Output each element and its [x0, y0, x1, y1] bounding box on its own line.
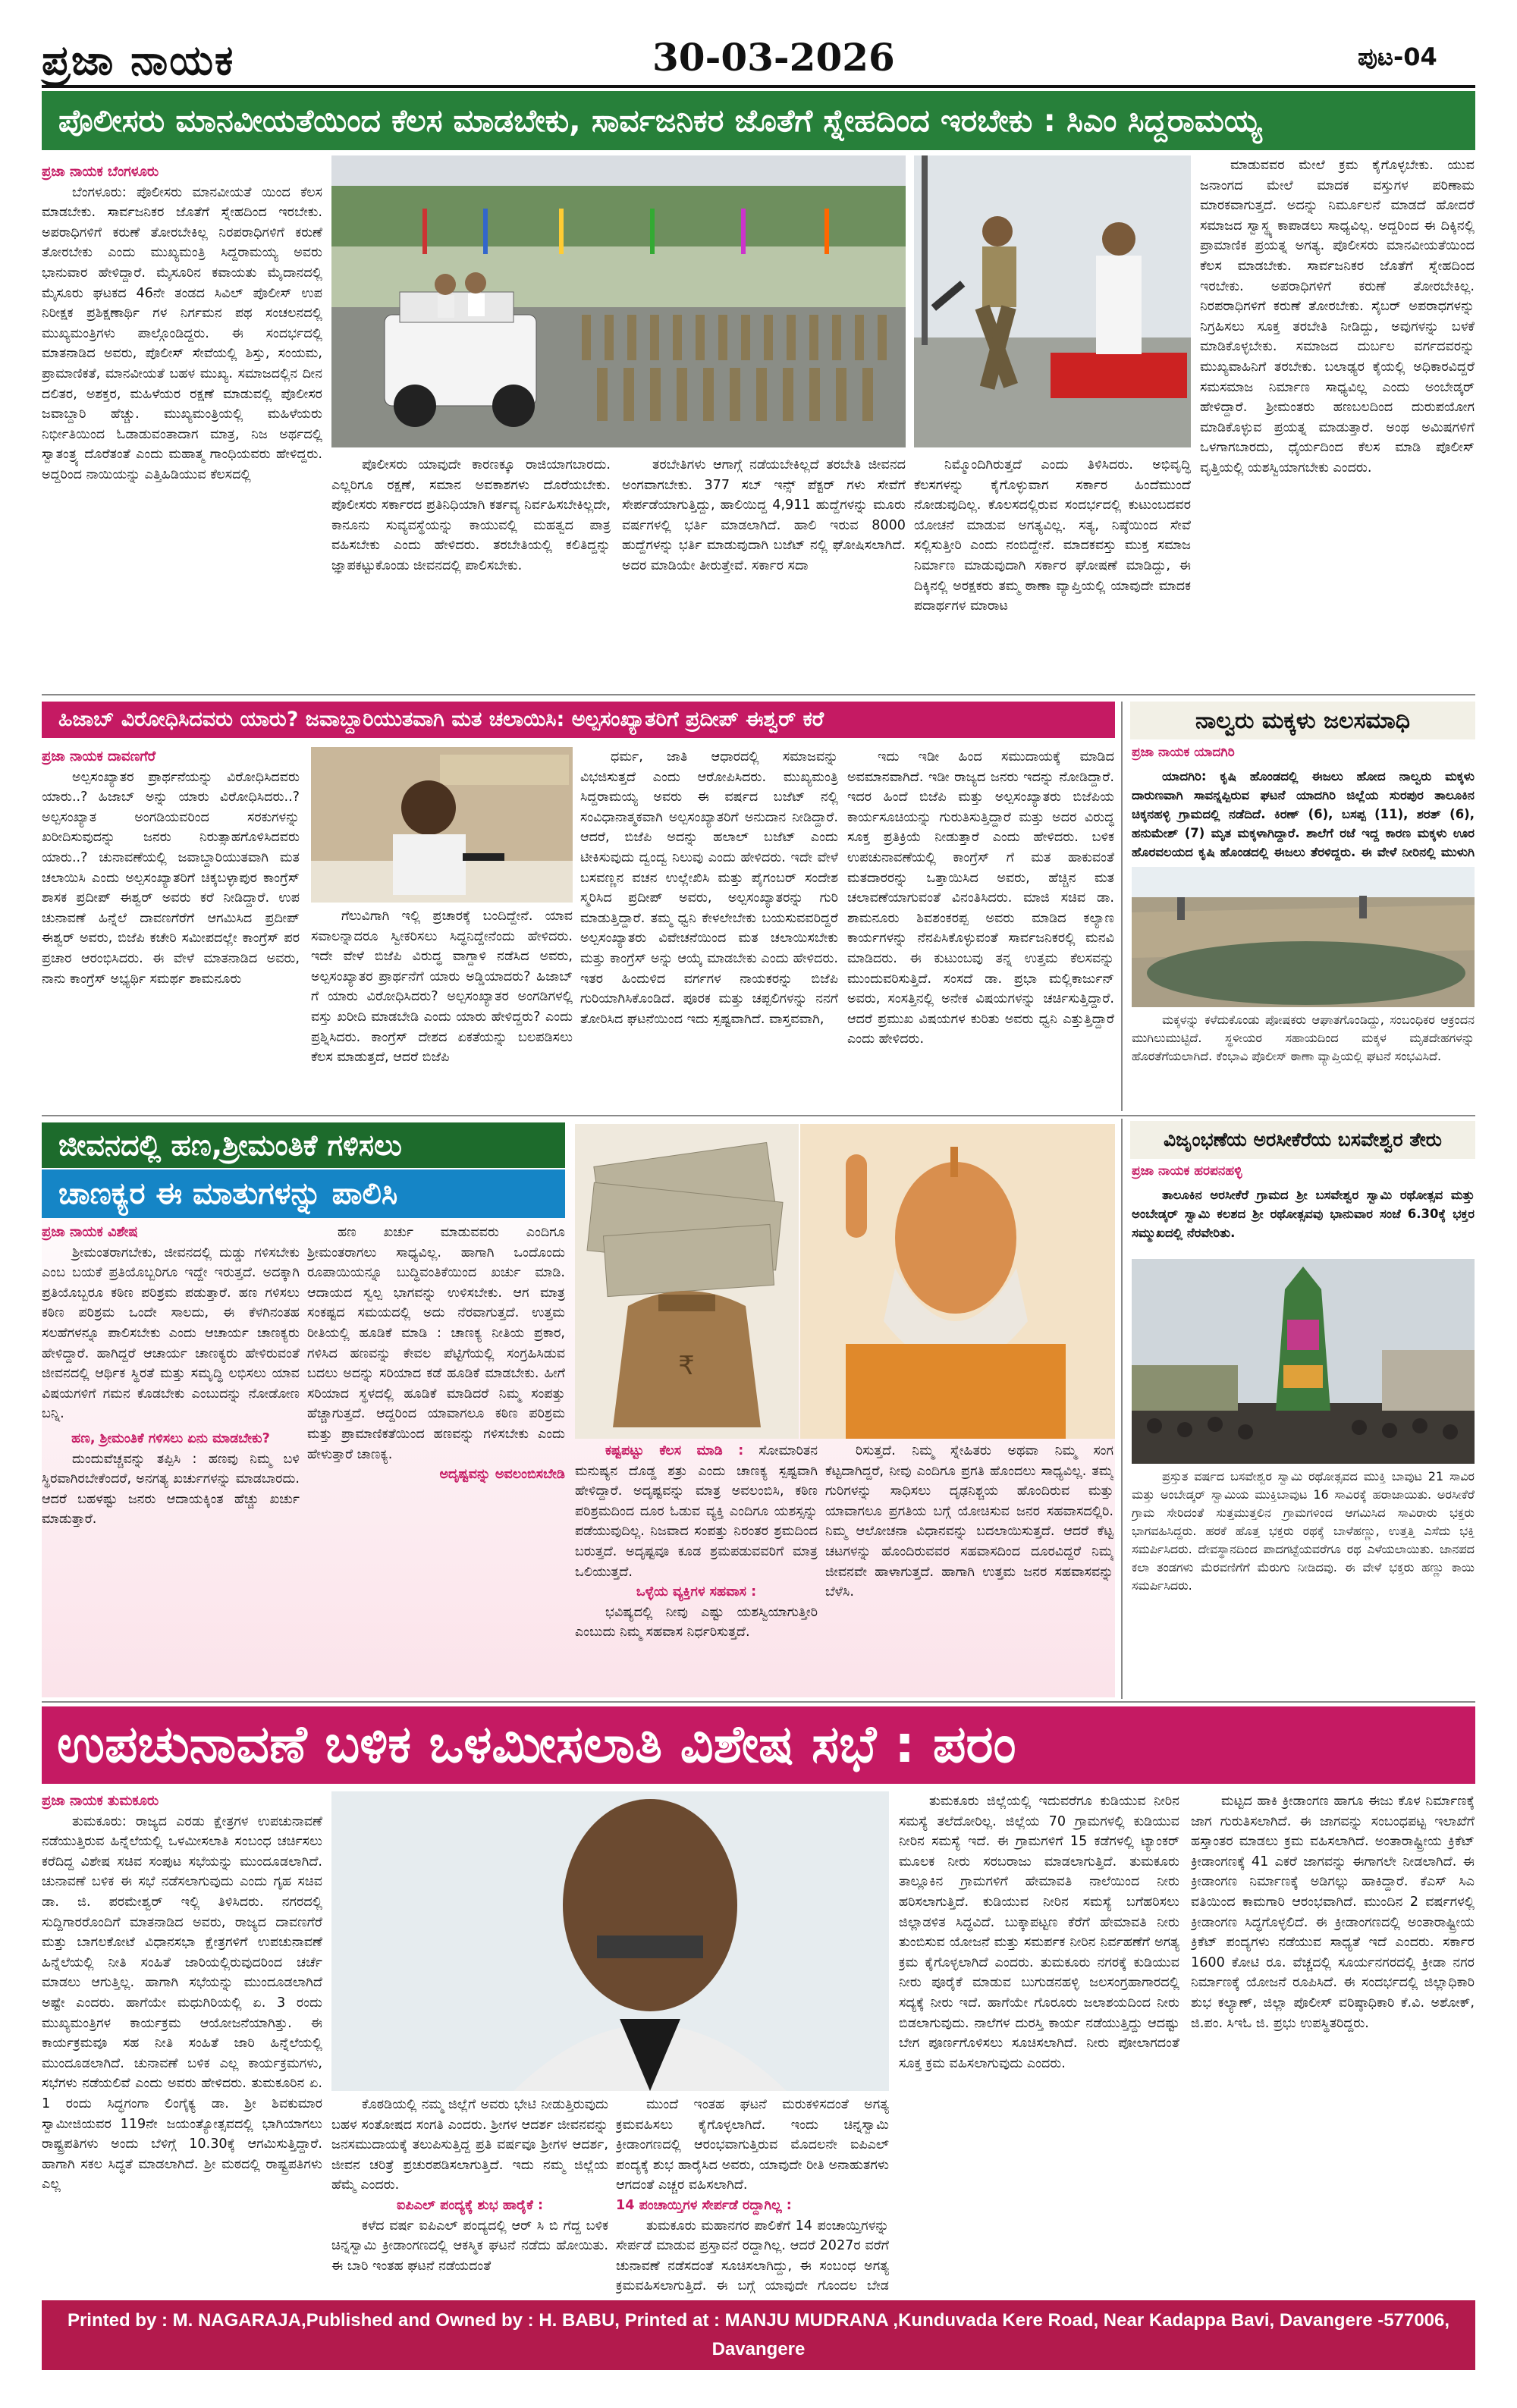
column-divider — [1121, 1119, 1123, 1699]
pradeep-eshwar-photo — [311, 747, 573, 903]
section-divider — [42, 694, 1475, 695]
story6-column-5 — [1191, 1791, 1475, 2296]
story1-text-3: ತರಬೇತಿಗಳು ಆಗಾಗ್ಗೆ ನಡೆಯಬೇಕಿಲ್ಲದೆ ತರಬೇತಿ ಜೀವನದ ಅಂಗವಾಗಬೇಕು. 377 ಸಬ್ ಇನ್ಸ್ ಪೆಕ್ಟರ್ ಗಳು ಸೇವೆಗೆ ಸೇರ್ಪಡೆಯಾಗುತ್ತಿದ್ದು, ಹಾಲಿಯಿದ್ದ 4,911 ಹುದ್ದೆಗಳನ್ನು ಮೂರು ವರ್ಷಗಳಲ್ಲಿ ಭರ್ತಿ ಮಾಡಲಾಗಿದೆ. ಹಾಲಿ ಇರುವ 8000 ಹುದ್ದೆಗಳನ್ನು ಭರ್ತಿ ಮಾಡುವುದಾಗಿ ಬಜೆಟ್ ನಲ್ಲಿ ಘೋಷಿಸಲಾಗಿದೆ. ಅದರ ಮಾಡಿಯೇ ತೀರುತ್ತೇವೆ. ಸರ್ಕಾರ ಸದಾ — [622, 457, 906, 573]
story6-column-3 — [616, 2095, 889, 2296]
story1-text-2: ಪೊಲೀಸರು ಯಾವುದೇ ಕಾರಣಕ್ಕೂ ರಾಜಿಯಾಗಬಾರದು. ಎಲ್ಲರಿಗೂ ರಕ್ಷಣೆ, ಸಮಾನ ಅವಕಾಶಗಳು ದೊರೆಯಬೇಕು. ಪೊಲೀಸರು ಸರ್ಕಾರದ ಪ್ರತಿನಿಧಿಯಾಗಿ ಕರ್ತವ್ಯ ನಿರ್ವಹಿಸಬೇಕಿಲ್ಲದೇ, ಕಾನೂನು ಸುವ್ಯವಸ್ಥೆಯನ್ನು ಕಾಯುವಲ್ಲಿ ಮಹತ್ವದ ಪಾತ್ರ ವಹಿಸಬೇಕು ಎಂದು ಹೇಳಿದರು. ತರಬೇತಿಯಲ್ಲಿ ಕಲಿತಿದ್ದನ್ನು ಜ್ಞಾಪಕಟ್ಟುಕೊಂಡು ಜೀವನದಲ್ಲಿ ಪಾಲಿಸಬೇಕು. — [331, 457, 611, 573]
story6-text-3b: ತುಮಕೂರು ಮಹಾನಗರ ಪಾಲಿಕೆಗೆ 14 ಪಂಚಾಯ್ತಿಗಳನ್ನು ಸೇರ್ಪಡೆ ಮಾಡುವ ಪ್ರಸ್ತಾವನೆ ರದ್ದಾಗಿಲ್ಲ. ಆದರೆ 2027ರ ವರೆಗೆ ಚುನಾವಣೆ ನಡೆಸದಂತೆ ಸೂಚಿಸಲಾಗಿದ್ದು, ಈ ಸಂಬಂಧ ಅಗತ್ಯ ಕ್ರಮವಹಿಸಲಾಗುತ್ತಿದೆ. ಈ ಬಗ್ಗೆ ಯಾವುದೇ ಗೊಂದಲ ಬೇಡ — [616, 2218, 889, 2294]
imprint-line-1: Printed by : M. NAGARAJA,Published and Owned by : H. BABU, Printed at : MANJU MUDRANA ,Kunduvada Kere Road, Near Kadappa Bavi, Davangere -577006, Davangere — [67, 2310, 1450, 2359]
story4-text-3-body: ಸೋಮಾರಿತನ ಮನುಷ್ಯನ ದೊಡ್ಡ ಶತ್ರು ಎಂದು ಚಾಣಕ್ಯ ಸ್ಪಷ್ಟವಾಗಿ ಹೇಳಿದ್ದಾರೆ. ಅದೃಷ್ಟವನ್ನು ಮಾತ್ರ ಅವಲಂಬಿಸಿ, ಕಠಿಣ ಪರಿಶ್ರಮದಿಂದ ದೂರ ಓಡುವ ವ್ಯಕ್ತಿ ಎಂದಿಗೂ ಯಶಸ್ಸನ್ನು ಪಡೆಯುವುದಿಲ್ಲ. ನಿಜವಾದ ಸಂಪತ್ತು ನಿರಂತರ ಶ್ರಮದಿಂದ ಬರುತ್ತದೆ. ಅದೃಷ್ಟವೂ ಕೂಡ ಶ್ರಮಪಡುವವರಿಗೆ ಮಾತ್ರ ಒಲಿಯುತ್ತದೆ. — [575, 1443, 818, 1580]
story5-text-1: ತಾಲೂಕಿನ ಅರಸೀಕೆರೆ ಗ್ರಾಮದ ಶ್ರೀ ಬಸವೇಶ್ವರ ಸ್ವಾಮಿ ರಥೋತ್ಸವ ಮತ್ತು ಅಂಬೇಡ್ಕರ್ ಸ್ವಾಮಿ ಕಲಶದ ಶ್ರೀ ರಥೋತ್ಸವವು ಭಾನುವಾರ ಸಂಜೆ 6.30ಕ್ಕೆ ಭಕ್ತರ ಸಮ್ಮುಖದಲ್ಲಿ ನೆರವೇರಿತು. — [1132, 1188, 1475, 1240]
story4-column-4 — [825, 1441, 1113, 1697]
story4-text-1b: ದುಂದುವೆಚ್ಚವನ್ನು ತಪ್ಪಿಸಿ : ಹಣವು ನಿಮ್ಮ ಬಳಿ ಸ್ಥಿರವಾಗಿರಬೇಕೆಂದರೆ, ಅನಗತ್ಯ ಖರ್ಚುಗಳನ್ನು ಮಾಡಬಾರದು. ಆದರೆ ಬಹಳಷ್ಟು ಜನರು ಆದಾಯಕ್ಕಿಂತ ಹೆಚ್ಚು ಖರ್ಚು ಮಾಡುತ್ತಾರೆ. — [42, 1451, 300, 1527]
story2-headline: ಹಿಜಾಬ್ ವಿರೋಧಿಸಿದವರು ಯಾರು? ಜವಾಬ್ದಾರಿಯುತವಾಗಿ ಮತ ಚಲಾಯಿಸಿ: ಅಲ್ಪಸಂಖ್ಯಾತರಿಗೆ ಪ್ರದೀಪ್ ಈಶ್ವರ್ ಕರೆ — [42, 702, 1115, 738]
farm-pond-photo — [1132, 867, 1475, 1007]
story1-column-5 — [1200, 155, 1475, 689]
story5-intro — [1132, 1162, 1475, 1257]
story3-headline: ನಾಲ್ವರು ಮಕ್ಕಳು ಜಲಸಮಾಧಿ — [1130, 702, 1475, 739]
masthead-rule — [42, 85, 1475, 88]
money-bag-photo — [575, 1124, 799, 1439]
story5-text-2: ಪ್ರಸ್ತುತ ವರ್ಷದ ಬಸವೇಶ್ವರ ಸ್ವಾಮಿ ರಥೋತ್ಸವದ ಮುಕ್ತಿ ಬಾವುಟ 21 ಸಾವಿರ ಮತ್ತು ಅಂಬೇಡ್ಕರ್ ಸ್ವಾಮಿಯ ಮುಕ್ತಿಬಾವುಟ 16 ಸಾವಿರಕ್ಕೆ ಹರಾಜಾಯಿತು. ಅರಸೀಕೆರೆ ಗ್ರಾಮ ಸೇರಿದಂತೆ ಸುತ್ತಮುತ್ತಲಿನ ಗ್ರಾಮಗಳಿಂದ ಆಗಮಿಸಿದ ಸಾವಿರಾರು ಭಕ್ತರು ಭಾಗವಹಿಸಿದ್ದರು. ಹರಕೆ ಹೊತ್ತ ಭಕ್ತರು ರಥಕ್ಕೆ ಬಾಳೆಹಣ್ಣು, ಉತ್ತತ್ತಿ ಎಸೆದು ಭಕ್ತಿ ಸಮರ್ಪಿಸಿದರು. ದೇವಸ್ಥಾನದಿಂದ ಪಾದಗಟ್ಟೆಯವರೆಗೂ ರಥ ಎಳೆಯಲಾಯಿತು. ಜಾನಪದ ಕಲಾ ತಂಡಗಳು ಮೆರವಣಿಗೆಗೆ ಮೆರುಗು ನೀಡಿದವು. ಈ ವೇಳೆ ಭಕ್ತರು ಹಣ್ಣು ಕಾಯಿ ಸಮರ್ಪಿಸಿದರು. — [1132, 1469, 1475, 1593]
story6-column-4 — [899, 1791, 1179, 2296]
page-number: ಪುಟ-04 — [1358, 42, 1437, 71]
story6-column-1 — [42, 1791, 322, 2296]
svg-text:₹: ₹ — [678, 1351, 695, 1381]
story5-body — [1132, 1468, 1475, 1697]
story2-column-3 — [580, 747, 838, 1110]
story4-column-3 — [575, 1441, 818, 1697]
story1-column-1 — [42, 162, 322, 689]
story1-text-4: ನಿಮ್ಮೊಂದಿಗಿರುತ್ತದೆ ಎಂದು ತಿಳಿಸಿದರು. ಅಭಿವೃದ್ಧಿ ಕೆಲಸಗಳನ್ನು ಕೈಗೊಳ್ಳುವಾಗ ಸರ್ಕಾರ ಹಿಂದೆಮುಂದೆ ನೋಡುವುದಿಲ್ಲ. ಕೊಲಸದಲ್ಲಿರುವ ಸಂದರ್ಭದಲ್ಲಿ ಕುಟುಂಬದವರ ಯೋಚನೆ ಮಾಡುವ ಅಗತ್ಯವಿಲ್ಲ. ಸತ್ಯ, ನಿಷ್ಠೆಯಿಂದ ಸೇವೆ ಸಲ್ಲಿಸುತ್ತೀರಿ ಎಂದು ನಂಬಿದ್ದೇನೆ. ಮಾದಕವಸ್ತು ಮುಕ್ತ ಸಮಾಜ ನಿರ್ಮಾಣ ಮಾಡುವುದಾಗಿ ಸರ್ಕಾರ ಘೋಷಣೆ ಮಾಡಿದ್ದು, ಈ ದಿಕ್ಕಿನಲ್ಲಿ ಅರಕ್ಷಕರು ತಮ್ಮ ಠಾಣಾ ವ್ಯಾಪ್ತಿಯಲ್ಲಿ ಯಾವುದೇ ಮಾದಕ ಪದಾರ್ಥಗಳ ಮಾರಾಟ — [914, 457, 1191, 614]
story1-headline: ಪೊಲೀಸರು ಮಾನವೀಯತೆಯಿಂದ ಕೆಲಸ ಮಾಡಬೇಕು, ಸಾರ್ವಜನಿಕರ ಜೊತೆಗೆ ಸ್ನೇಹದಿಂದ ಇರಬೇಕು : ಸಿಎಂ ಸಿದ್ದರಾಮಯ್ಯ — [42, 91, 1475, 150]
story4-text-3b: ಭವಿಷ್ಯದಲ್ಲಿ ನೀವು ಎಷ್ಟು ಯಶಸ್ವಿಯಾಗುತ್ತೀರಿ ಎಂಬುದು ನಿಮ್ಮ ಸಹವಾಸ ನಿರ್ಧರಿಸುತ್ತದೆ. — [575, 1604, 818, 1640]
story4-subhead-tail: ಅದೃಷ್ಟವನ್ನು ಅವಲಂಬಿಸಬೇಡಿ — [439, 1467, 565, 1483]
story2-column-2 — [311, 906, 573, 1110]
story6-text-5: ಮಟ್ಟದ ಹಾಕಿ ಕ್ರೀಡಾಂಗಣ ಹಾಗೂ ಈಜು ಕೊಳ ನಿರ್ಮಾಣಕ್ಕೆ ಜಾಗ ಗುರುತಿಸಲಾಗಿದೆ. ಈ ಜಾಗವನ್ನು ಸಂಬಂಧಪಟ್ಟ ಇಲಾಖೆಗೆ ಹಸ್ತಾಂತರ ಮಾಡಲು ಕ್ರಮ ವಹಿಸಲಾಗಿದೆ. ಅಂತಾರಾಷ್ಟ್ರೀಯ ಕ್ರಿಕೆಟ್ ಕ್ರೀಡಾಂಗಣಕ್ಕೆ 41 ಎಕರೆ ಜಾಗವನ್ನು ಈಗಾಗಲೇ ನೀಡಲಾಗಿದೆ. ಈ ಕ್ರೀಡಾಂಗಣ ನಿರ್ಮಾಣಕ್ಕೆ ಅಡಿಗಲ್ಲು ಹಾಕಿದ್ದಾರೆ. ಕೆಎಸ್ ಸಿಎ ವತಿಯಿಂದ ಕಾಮಗಾರಿ ಆರಂಭವಾಗಿದೆ. ಮುಂದಿನ 2 ವರ್ಷಗಳಲ್ಲಿ ಕ್ರೀಡಾಂಗಣ ಸಿದ್ಧಗೊಳ್ಳಲಿದೆ. ಈ ಕ್ರೀಡಾಂಗಣದಲ್ಲಿ ಅಂತಾರಾಷ್ಟ್ರೀಯ ಕ್ರಿಕೆಟ್ ಪಂದ್ಯಗಳು ನಡೆಯುವ ಸಾಧ್ಯತೆ ಇದೆ ಎಂದರು. ಸರ್ಕಾರ 1600 ಕೋಟಿ ರೂ. ವೆಚ್ಚದಲ್ಲಿ ಸೂರ್ಯನಗರದಲ್ಲಿ ಕ್ರೀಡಾ ನಗರ ನಿರ್ಮಾಣಕ್ಕೆ ಯೋಜನೆ ರೂಪಿಸಿದೆ. ಈ ಸಂದರ್ಭದಲ್ಲಿ ಜಿಲ್ಲಾಧಿಕಾರಿ ಶುಭ ಕಲ್ಯಾಣ್, ಜಿಲ್ಲಾ ಪೊಲೀಸ್ ವರಿಷ್ಠಾಧಿಕಾರಿ ಕೆ.ವಿ. ಅಶೋಕ್, ಜಿ.ಪಂ. ಸಿಇಓ ಜಿ. ಪ್ರಭು ಉಪಸ್ಥಿತರಿದ್ದರು. — [1191, 1794, 1475, 2031]
story6-text-4: ತುಮಕೂರು ಜಿಲ್ಲೆಯಲ್ಲಿ ಇದುವರೆಗೂ ಕುಡಿಯುವ ನೀರಿನ ಸಮಸ್ಯೆ ತಲೆದೋರಿಲ್ಲ. ಜಿಲ್ಲೆಯ 70 ಗ್ರಾಮಗಳಲ್ಲಿ ಕುಡಿಯುವ ನೀರಿನ ಸಮಸ್ಯೆ ಇದೆ. ಈ ಗ್ರಾಮಗಳಿಗೆ 15 ಕಡೆಗಳಲ್ಲಿ ಟ್ಯಾಂಕರ್ ಮೂಲಕ ನೀರು ಸರಬರಾಜು ಮಾಡಲಾಗುತ್ತಿದೆ. ತುಮಕೂರು ತಾಲ್ಲೂಕಿನ ಗ್ರಾಮಗಳಿಗೆ ಹೇಮಾವತಿ ನಾಲೆಯಿಂದ ನೀರು ಹರಿಸಲಾಗುತ್ತಿದೆ. ಕುಡಿಯುವ ನೀರಿನ ಸಮಸ್ಯೆ ಬಗೆಹರಿಸಲು ಜಿಲ್ಲಾಡಳಿತ ಸಿದ್ಧವಿದೆ. ಬುಕ್ಕಾಪಟ್ಟಣ ಕೆರೆಗೆ ಹೇಮಾವತಿ ನೀರು ತುಂಬಿಸುವ ಯೋಜನೆ ಮತ್ತು ಸಮರ್ಪಕ ನೀರಿನ ನಿರ್ವಹಣೆಗೆ ಅಗತ್ಯ ಕ್ರಮ ಕೈಗೊಳ್ಳಲಾಗಿದೆ ಎಂದರು. ತುಮಕೂರು ನಗರಕ್ಕೆ ಕುಡಿಯುವ ನೀರು ಪೂರೈಕೆ ಮಾಡುವ ಬುಗುಡನಹಳ್ಳಿ ಜಲಸಂಗ್ರಹಾಗಾರದಲ್ಲಿ ಸದ್ಯಕ್ಕೆ ನೀರು ಇದೆ. ಹಾಗೆಯೇ ಗೊರೂರು ಜಲಾಶಯದಿಂದ ನೀರು ಬಿಡಲಾಗುವುದು. ನಾಲೆಗಳ ದುರಸ್ತಿ ಕಾರ್ಯ ನಡೆಯುತ್ತಿದ್ದು ಆದಷ್ಟು ಬೇಗ ಪೂರ್ಣಗೊಳಿಸಲು ಸೂಚಿಸಲಾಗಿದೆ. ನೀರು ಪೋಲಾಗದಂತೆ ಸೂಕ್ತ ಕ್ರಮ ವಹಿಸಲಾಗುವುದು ಎಂದರು. — [899, 1794, 1179, 2071]
story4-text-2: ಹಣ ಖರ್ಚು ಮಾಡುವವರು ಎಂದಿಗೂ ಶ್ರೀಮಂತರಾಗಲು ಸಾಧ್ಯವಿಲ್ಲ. ಹಾಗಾಗಿ ಒಂದೊಂದು ರೂಪಾಯಿಯನ್ನೂ ಬುದ್ಧಿವಂತಿಕೆಯಿಂದ ಖರ್ಚು ಮಾಡಿ. ಆದಾಯದ ಸ್ವಲ್ಪ ಭಾಗವನ್ನು ಉಳಿಸಬೇಕು. ಆಗ ಮಾತ್ರ ಸಂಕಷ್ಟದ ಸಮಯದಲ್ಲಿ ಅದು ನೆರವಾಗುತ್ತದೆ. ಉತ್ತಮ ರೀತಿಯಲ್ಲಿ ಹೂಡಿಕೆ ಮಾಡಿ : ಚಾಣಕ್ಯ ನೀತಿಯ ಪ್ರಕಾರ, ಗಳಿಸಿದ ಹಣವನ್ನು ಕೇವಲ ಪೆಟ್ಟಿಗೆಯಲ್ಲಿ ಸಂಗ್ರಹಿಸಿಡುವ ಬದಲು ಅದನ್ನು ಸರಿಯಾದ ಕಡೆ ಹೂಡಿಕೆ ಮಾಡಬೇಕು. ಹೀಗೆ ಸರಿಯಾದ ಸ್ಥಳದಲ್ಲಿ ಹೂಡಿಕೆ ಮಾಡಿದರೆ ನಿಮ್ಮ ಸಂಪತ್ತು ಹೆಚ್ಚಾಗುತ್ತದೆ. ಆದ್ದರಿಂದ ಯಾವಾಗಲೂ ಕಠಿಣ ಪರಿಶ್ರಮ ಮತ್ತು ಪ್ರಾಮಾಣಿಕತೆಯಿಂದ ಹಣವನ್ನು ಗಳಿಸಬೇಕು ಎಂದು ಹೇಳುತ್ತಾರೆ ಚಾಣಕ್ಯ. — [307, 1225, 565, 1462]
story4-subhead-3: ಒಳ್ಳೆಯ ವ್ಯಕ್ತಿಗಳ ಸಹವಾಸ : — [636, 1584, 757, 1600]
imprint-line-2: Dist, Karnataka Published at : At No .89, Marenahalli 577528, Jagalur Town, Davangere Dist, Karnataka. Editor : H. BABU. — [237, 2368, 1280, 2388]
story4-headline-1: ಜೀವನದಲ್ಲಿ ಹಣ,ಶ್ರೀಮಂತಿಕೆ ಗಳಿಸಲು — [42, 1122, 565, 1168]
story5-byline: ಪ್ರಜಾ ನಾಯಕ ಹರಪನಹಳ್ಳಿ — [1132, 1163, 1242, 1179]
chanakya-portrait — [800, 1124, 1115, 1439]
column-divider — [1121, 702, 1123, 1111]
parade-photo — [331, 155, 906, 447]
story6-text-2b: ಕಳೆದ ವರ್ಷ ಐಪಿಎಲ್ ಪಂದ್ಯದಲ್ಲಿ ಆರ್ ಸಿ ಬಿ ಗೆದ್ದ ಬಳಿಕ ಚಿನ್ನಸ್ವಾಮಿ ಕ್ರೀಡಾಂಗಣದಲ್ಲಿ ಆಕಸ್ಮಿಕ ಘಟನೆ ನಡೆದು ಹೋಯಿತು. ಈ ಬಾರಿ ಇಂತಹ ಘಟನೆ ನಡೆಯದಂತೆ — [331, 2218, 608, 2274]
story1-column-4 — [914, 455, 1191, 689]
story3-text-1: ಯಾದಗಿರಿ: ಕೃಷಿ ಹೊಂಡದಲ್ಲಿ ಈಜಲು ಹೋದ ನಾಲ್ವರು ಮಕ್ಕಳು ದಾರುಣವಾಗಿ ಸಾವನ್ನಪ್ಪಿರುವ ಘಟನೆ ಯಾದಗಿರಿ ಜಿಲ್ಲೆಯ ಸುರಪುರ ತಾಲೂಕಿನ ಚಿಕ್ಕನಹಳ್ಳಿ ಗ್ರಾಮದಲ್ಲಿ ನಡೆದಿದೆ. ಕಿರಣ್ (6), ಬಸಪ್ಪ (11), ಶರತ್ (6), ಹನುಮೇಶ್ (7) ಮೃತ ಮಕ್ಕಳಾಗಿದ್ದಾರೆ. ಶಾಲೆಗೆ ರಜೆ ಇದ್ದ ಕಾರಣ ಮಕ್ಕಳು ಊರ ಹೊರವಲಯದ ಕೃಷಿ ಹೊಂಡದಲ್ಲಿ ಈಜಲು ತೆರಳಿದ್ದರು. ಈ ವೇಳೆ ನೀರಿನಲ್ಲಿ ಮುಳುಗಿ — [1132, 769, 1475, 859]
story4-text-4: ರಿಸುತ್ತದೆ. ನಿಮ್ಮ ಸ್ನೇಹಿತರು ಅಥವಾ ನಿಮ್ಮ ಸಂಗ ಕೆಟ್ಟದಾಗಿದ್ದರೆ, ನೀವು ಎಂದಿಗೂ ಪ್ರಗತಿ ಹೊಂದಲು ಸಾಧ್ಯವಿಲ್ಲ. ತಮ್ಮ ಗುರಿಗಳನ್ನು ಸಾಧಿಸಲು ದೃಢನಿಶ್ಚಯ ಹೊಂದಿರುವ ಮತ್ತು ಯಾವಾಗಲೂ ಪ್ರಗತಿಯ ಬಗ್ಗೆ ಯೋಚಿಸುವ ಜನರ ಸಹವಾಸದಲ್ಲಿರಿ. ನಿಮ್ಮ ಆಲೋಚನಾ ವಿಧಾನವನ್ನು ಬದಲಾಯಿಸುತ್ತದೆ. ಆದರೆ ಕೆಟ್ಟ ಚಟಗಳನ್ನು ಹೊಂದಿರುವವರ ಸಹವಾಸದಿಂದ ದೂರವಿದ್ದರೆ ನಿಮ್ಮ ಜೀವನವೇ ಹಾಳಾಗುತ್ತದೆ. ಹಾಗಾಗಿ ಉತ್ತಮ ಜನರ ಸಹವಾಸವನ್ನು ಬೆಳೆಸಿ. — [825, 1443, 1113, 1600]
story1-column-2 — [331, 455, 611, 689]
story6-headline: ಉಪಚುನಾವಣೆ ಬಳಿಕ ಒಳಮೀಸಲಾತಿ ವಿಶೇಷ ಸಭೆ : ಪರಂ — [42, 1706, 1475, 1784]
story4-subhead-2: ಕಷ್ಟಪಟ್ಟು ಕೆಲಸ ಮಾಡಿ : — [605, 1443, 744, 1458]
story6-column-2 — [331, 2095, 608, 2296]
story5-headline: ವಿಜೃಂಭಣೆಯ ಅರಸೀಕೆರೆಯ ಬಸವೇಶ್ವರ ತೇರು — [1130, 1121, 1475, 1159]
story2-column-4 — [847, 747, 1114, 1110]
story6-text-1: ತುಮಕೂರು: ರಾಜ್ಯದ ಎರಡು ಕ್ಷೇತ್ರಗಳ ಉಪಚುನಾವಣೆ ನಡೆಯುತ್ತಿರುವ ಹಿನ್ನೆಲೆಯಲ್ಲಿ ಒಳಮೀಸಲಾತಿ ಸಂಬಂಧ ಚರ್ಚಿಸಲು ಕರೆದಿದ್ದ ವಿಶೇಷ ಸಚಿವ ಸಂಪುಟ ಸಭೆಯನ್ನು ಮುಂದೂಡಲಾಗಿದೆ. ಚುನಾವಣೆ ಬಳಿಕ ಈ ಸಭೆ ನಡೆಸಲಾಗುವುದು ಎಂದು ಗೃಹ ಸಚಿವ ಡಾ. ಜಿ. ಪರಮೇಶ್ವರ್ ಇಲ್ಲಿ ತಿಳಿಸಿದರು. ನಗರದಲ್ಲಿ ಸುದ್ದಿಗಾರರೊಂದಿಗೆ ಮಾತನಾಡಿದ ಅವರು, ರಾಜ್ಯದ ದಾವಣಗೆರೆ ಮತ್ತು ಬಾಗಲಕೋಟೆ ವಿಧಾನಸಭಾ ಕ್ಷೇತ್ರಗಳಿಗೆ ಉಪಚುನಾವಣೆ ಹಿನ್ನೆಲೆಯಲ್ಲಿ ನೀತಿ ಸಂಹಿತೆ ಜಾರಿಯಲ್ಲಿರುವುದರಿಂದ ಚರ್ಚೆ ಮಾಡಲು ಆಗುತ್ತಿಲ್ಲ. ಹಾಗಾಗಿ ಸಭೆಯನ್ನು ಮುಂದೂಡಲಾಗಿದೆ ಅಷ್ಟೇ ಎಂದರು. ಹಾಗೆಯೇ ಮಧುಗಿರಿಯಲ್ಲಿ ಏ. 3 ರಂದು ಮುಖ್ಯಮಂತ್ರಿಗಳ ಕಾರ್ಯಕ್ರಮ ಆಯೋಜನೆಯಾಗಿತ್ತು. ಈ ಕಾರ್ಯಕ್ರಮವೂ ಸಹ ನೀತಿ ಸಂಹಿತೆ ಜಾರಿ ಹಿನ್ನೆಲೆಯಲ್ಲಿ ಮುಂದೂಡಲಾಗಿದೆ. ಚುನಾವಣೆ ಬಳಿಕ ಎಲ್ಲ ಕಾರ್ಯಕ್ರಮಗಳು, ಸಭೆಗಳು ನಡೆಯಲಿವೆ ಎಂದು ಅವರು ಹೇಳಿದರು. ತುಮಕೂರಿನ ಏ. 1 ರಂದು ಸಿದ್ಧಗಂಗಾ ಲಿಂಗೈಕ್ಯ ಡಾ. ಶ್ರೀ ಶಿವಕುಮಾರ ಸ್ವಾಮೀಜಿಯವರ 119ನೇ ಜಯಂತ್ಯೋತ್ಸವದಲ್ಲಿ ಭಾಗಿಯಾಗಲು ರಾಷ್ಟ್ರಪತಿಗಳು ಅಂದು ಬೆಳಿಗ್ಗೆ 10.30ಕ್ಕೆ ಆಗಮಿಸುತ್ತಿದ್ದಾರೆ. ಹಾಗಾಗಿ ಸಕಲ ಸಿದ್ಧತೆ ಮಾಡಲಾಗಿದೆ. ಶ್ರೀ ಮಠದಲ್ಲಿ ರಾಷ್ಟ್ರಪತಿಗಳು ಎಲ್ಲ — [42, 1813, 322, 2193]
story2-column-1 — [42, 747, 300, 1110]
story2-byline: ಪ್ರಜಾ ನಾಯಕ ದಾವಣಗೆರೆ — [42, 749, 156, 764]
story6-subhead-2: 14 ಪಂಚಾಯ್ತಿಗಳ ಸೇರ್ಪಡೆ ರದ್ದಾಗಿಲ್ಲ : — [616, 2197, 792, 2213]
story6-subhead-1: ಐಪಿಎಲ್ ಪಂದ್ಯಕ್ಕೆ ಶುಭ ಹಾರೈಕೆ : — [397, 2197, 543, 2213]
story4-headline-2: ಚಾಣಕ್ಯರ ಈ ಮಾತುಗಳನ್ನು ಪಾಲಿಸಿ — [42, 1169, 565, 1218]
cm-salute-photo — [914, 155, 1191, 447]
chariot-festival-photo — [1132, 1259, 1475, 1464]
story3-text-2: ಮಕ್ಕಳನ್ನು ಕಳೆದುಕೊಂಡು ಪೋಷಕರು ಆಘಾತಗೊಂಡಿದ್ದು, ಸಂಬಂಧಿಕರ ಆಕ್ರಂದನ ಮುಗಿಲುಮುಟ್ಟಿದೆ. ಸ್ಥಳೀಯರ ಸಹಾಯದಿಂದ ಮಕ್ಕಳ ಮೃತದೇಹಗಳನ್ನು ಹೊರತೆಗೆಯಲಾಗಿದೆ. ಕೆಂಭಾವಿ ಪೊಲೀಸ್ ಠಾಣಾ ವ್ಯಾಪ್ತಿಯಲ್ಲಿ ಘಟನೆ ಸಂಭವಿಸಿದೆ. — [1132, 1012, 1475, 1063]
story4-column-2 — [307, 1223, 565, 1697]
story1-column-3 — [622, 455, 906, 689]
story3-byline: ಪ್ರಜಾ ನಾಯಕ ಯಾದಗಿರಿ — [1132, 745, 1235, 760]
section-divider — [42, 1115, 1475, 1116]
newspaper-name: ಪ್ರಜಾ ನಾಯಕ — [42, 36, 235, 84]
story1-byline: ಪ್ರಜಾ ನಾಯಕ ಬೆಂಗಳೂರು — [42, 164, 159, 180]
imprint-footer — [42, 2300, 1475, 2388]
story2-text-4: ಇದು ಇಡೀ ಹಿಂದ ಸಮುದಾಯಕ್ಕೆ ಮಾಡಿದ ಅವಮಾನವಾಗಿದೆ. ಇಡೀ ರಾಜ್ಯದ ಜನರು ಇದನ್ನು ನೋಡಿದ್ದಾರೆ. ಇದರ ಹಿಂದೆ ಬಿಜೆಪಿ ಮತ್ತು ಅಲ್ಪಸಂಖ್ಯಾತರು ಬಿಜೆಪಿಯ ಕಾರ್ಯಸೂಚಿಯನ್ನು ಗುರುತಿಸುತ್ತಿದ್ದಾರೆ ಮತ್ತು ಅದರ ವಿರುದ್ಧ ಸೂಕ್ತ ಪ್ರತಿಕ್ರಿಯೆ ನೀಡುತ್ತಾರೆ ಎಂದು ಹೇಳಿದರು. ಬಳಿಕ ಉಪಚುನಾವಣೆಯಲ್ಲಿ ಕಾಂಗ್ರೆಸ್ ಗೆ ಮತ ಹಾಕುವಂತೆ ಮತದಾರರನ್ನು ಒತ್ತಾಯಿಸಿದ ಅವರು, ಹೆಚ್ಚಿನ ಮತ ಚಲಾವಣೆಯಾಗುವಂತೆ ವಿನಂತಿಸಿದರು. ಮಾಜಿ ಸಚಿವ ಡಾ. ಶಾಮನೂರು ಶಿವಶಂಕರಪ್ಪ ಅವರು ಮಾಡಿದ ಕಲ್ಯಾಣ ಕಾರ್ಯಗಳನ್ನು ನೆನಪಿಸಿಕೊಳ್ಳುವಂತೆ ಸಾರ್ವಜನಿಕರಲ್ಲಿ ಮನವಿ ಮಾಡಿದರು. ಈ ಕುಟುಂಬವು ತನ್ನ ಉತ್ತಮ ಕೆಲಸವನ್ನು ಮುಂದುವರಿಸುತ್ತಿದೆ. ಸಂಸದೆ ಡಾ. ಪ್ರಭಾ ಮಲ್ಲಿಕಾರ್ಜುನ್ ಅವರು, ಸಂಸತ್ತಿನಲ್ಲಿ ಅನೇಕ ವಿಷಯಗಳನ್ನು ಚರ್ಚಿಸುತ್ತಿದ್ದಾರೆ. ಆದರೆ ಪ್ರಮುಖ ವಿಷಯಗಳ ಕುರಿತು ಅವರು ಧ್ವನಿ ಎತ್ತುತ್ತಿದ್ದಾರೆ ಎಂದು ಹೇಳಿದರು. — [847, 749, 1114, 1047]
story4-text-3 — [575, 1441, 818, 1582]
parameshwar-photo — [331, 1791, 889, 2091]
story6-byline: ಪ್ರಜಾ ನಾಯಕ ತುಮಕೂರು — [42, 1793, 159, 1809]
story6-text-2: ಕೊಠಡಿಯಲ್ಲಿ ನಮ್ಮ ಜಿಲ್ಲೆಗೆ ಅವರು ಭೇಟಿ ನೀಡುತ್ತಿರುವುದು ಬಹಳ ಸಂತೋಷದ ಸಂಗತಿ ಎಂದರು. ಶ್ರೀಗಳ ಆದರ್ಶ ಜೀವನವನ್ನು ಜನಸಮುದಾಯಕ್ಕೆ ತಲುಪಿಸುತ್ತಿದ್ದ ಪ್ರತಿ ವರ್ಷವೂ ಶ್ರೀಗಳ ಆದರ್ಶ, ಜೀವನ ಚರಿತ್ರೆ ಪ್ರಚುರಪಡಿಸಲಾಗುತ್ತಿದೆ. ಇದು ನಮ್ಮ ಜಿಲ್ಲೆಯ ಹೆಮ್ಮೆ ಎಂದರು. — [331, 2097, 608, 2193]
story4-byline: ಪ್ರಜಾ ನಾಯಕ ವಿಶೇಷ — [42, 1224, 138, 1240]
story1-text-5: ಮಾಡುವವರ ಮೇಲೆ ಕ್ರಮ ಕೈಗೊಳ್ಳಬೇಕು. ಯುವ ಜನಾಂಗದ ಮೇಲೆ ಮಾದಕ ವಸ್ತುಗಳ ಪರಿಣಾಮ ಮಾರಕವಾಗುತ್ತದೆ. ಅದನ್ನು ನಿರ್ಮೂಲನೆ ಮಾಡದೆ ಹೋದರೆ ಸಮಾಜದ ಸ್ವಾಸ್ಥ್ಯ ಕಾಪಾಡಲು ಸಾಧ್ಯವಿಲ್ಲ. ಅದ್ದರಿಂದ ಈ ದಿಕ್ಕಿನಲ್ಲಿ ಪ್ರಾಮಾಣಿಕ ಪ್ರಯತ್ನ ಅಗತ್ಯ. ಪೊಲೀಸರು ಮಾನವೀಯತೆಯಿಂದ ಕೆಲಸ ಮಾಡಬೇಕು. ಸಾರ್ವಜನಿಕರ ಜೊತೆಗೆ ಸ್ನೇಹದಿಂದ ಇರಬೇಕು. ಅಪರಾಧಿಗಳಿಗೆ ಕರುಣೆ ತೋರಬೇಕಿಲ್ಲ. ನಿರಪರಾಧಿಗಳಿಗೆ ಕರುಣೆ ತೋರಬೇಕು. ಸೈಬರ್ ಅಪರಾಧಗಳನ್ನು ನಿಗ್ರಹಿಸಲು ಸೂಕ್ತ ತರಬೇತಿ ನೀಡಿದ್ದು, ಅವುಗಳನ್ನು ಬಳಕೆ ಮಾಡಿಕೊಳ್ಳಬೇಕು. ಸಮಾಜದ ದುರ್ಬಲ ವರ್ಗದವರನ್ನು ಮುಖ್ಯವಾಹಿನಿಗೆ ತರಬೇಕು. ಬಲಾಢ್ಯರ ಕೈಯಲ್ಲಿ ಅಧಿಕಾರವಿದ್ದರೆ ಸಮಸಮಾಜ ನಿರ್ಮಾಣ ಸಾಧ್ಯವಿಲ್ಲ ಎಂದು ಅಂಬೇಡ್ಕರ್ ಹೇಳಿದ್ದಾರೆ. ಶ್ರೀಮಂತರು ಹಣಬಲದಿಂದ ದುರುಪಯೋಗ ಮಾಡಿಕೊಳ್ಳುವ ಪ್ರಯತ್ನ ಮಾಡುತ್ತಾರೆ. ಅಂಥ ಅಮಿಷಗಳಿಗೆ ಒಳಗಾಗಬಾರದು, ಧೈರ್ಯದಿಂದ ಕೆಲಸ ಮಾಡಿ ಪೊಲೀಸ್ ವೃತ್ತಿಯಲ್ಲಿ ಯಶಸ್ವಿಯಾಗಬೇಕು ಎಂದರು. — [1200, 158, 1475, 476]
story2-text-3: ಧರ್ಮ, ಜಾತಿ ಆಧಾರದಲ್ಲಿ ಸಮಾಜವನ್ನು ವಿಭಜಿಸುತ್ತದೆ ಎಂದು ಆರೋಪಿಸಿದರು. ಮುಖ್ಯಮಂತ್ರಿ ಸಿದ್ದರಾಮಯ್ಯ ಅವರು ಈ ವರ್ಷದ ಬಜೆಟ್ ನಲ್ಲಿ ಸಂವಿಧಾನಾತ್ಮಕವಾಗಿ ಅಲ್ಪಸಂಖ್ಯಾತರಿಗೆ ಅನುದಾನ ನೀಡಿದ್ದಾರೆ. ಆದರೆ, ಬಿಜೆಪಿ ಅದನ್ನು ಹಲಾಲ್ ಬಜೆಟ್ ಎಂದು ಟೀಕಿಸುವುದು ದ್ವಂದ್ವ ನಿಲುವು ಎಂದು ಹೇಳಿದರು. ಇದೇ ವೇಳೆ ಬಸವಣ್ಣನ ವಚನ ಉಲ್ಲೇಖಿಸಿ ಮತ್ತು ಪೈಗಂಬರ್ ಸಂದೇಶ ಸ್ಮರಿಸಿದ ಪ್ರದೀಪ್ ಅವರು, ಅಲ್ಪಸಂಖ್ಯಾತರನ್ನು ಗುರಿ ಮಾಡುತ್ತಿದ್ದಾರೆ. ತಮ್ಮ ಧ್ವನಿ ಕೇಳಲೇಬೇಕು ಬಯಸುವವರಿದ್ದರೆ ಅಲ್ಪಸಂಖ್ಯಾತರು ವಿವೇಚನೆಯಿಂದ ಮತ ಚಲಾಯಿಸಬೇಕು ಮತ್ತು ಕಾಂಗ್ರೆಸ್ ಅನ್ನು ಆಯ್ಕೆ ಮಾಡಬೇಕು ಎಂದು ಹೇಳಿದರು. ಇತರ ಹಿಂದುಳಿದ ವರ್ಗಗಳ ನಾಯಕರನ್ನು ಬಿಜೆಪಿ ಗುರಿಯಾಗಿಸಿಕೊಂಡಿದೆ. ಪೂರಕ ಮತ್ತು ಚಪ್ಪಲಿಗಳನ್ನು ನನಗೆ ತೋರಿಸಿದ ಘಟನೆಯಿಂದ ಇದು ಸ್ಪಷ್ಟವಾಗಿದೆ. ವಾಸ್ತವವಾಗಿ, — [580, 749, 838, 1027]
story4-subhead-1: ಹಣ, ಶ್ರೀಮಂತಿಕೆ ಗಳಿಸಲು ಏನು ಮಾಡಬೇಕು? — [71, 1430, 270, 1446]
story2-text-2: ಗೆಲುವಿಗಾಗಿ ಇಲ್ಲಿ ಪ್ರಚಾರಕ್ಕೆ ಬಂದಿದ್ದೇನೆ. ಯಾವ ಸವಾಲನ್ನಾದರೂ ಸ್ವೀಕರಿಸಲು ಸಿದ್ಧನಿದ್ದೇನೆಂದು ಹೇಳಿದರು. ಇದೇ ವೇಳೆ ಬಿಜೆಪಿ ವಿರುದ್ಧ ವಾಗ್ದಾಳಿ ನಡೆಸಿದ ಅವರು, ಅಲ್ಪಸಂಖ್ಯಾತರ ಪ್ರಾರ್ಥನೆಗೆ ಯಾರು ಅಡ್ಡಿಯಾದರು? ಹಿಜಾಬ್ ಗೆ ಯಾರು ವಿರೋಧಿಸಿದರು? ಅಲ್ಪಸಂಖ್ಯಾತರ ಅಂಗಡಿಗಳಲ್ಲಿ ವಸ್ತು ಖರೀದಿ ಮಾಡಬೇಡಿ ಎಂದು ಯಾರು ಹೇಳಿದ್ದರು? ಎಂದು ಪ್ರಶ್ನಿಸಿದರು. ಕಾಂಗ್ರೆಸ್ ದೇಶದ ಏಕತೆಯನ್ನು ಬಲಪಡಿಸಲು ಕೆಲಸ ಮಾಡುತ್ತದೆ, ಆದರೆ ಬಿಜೆಪಿ — [311, 909, 573, 1066]
story4-column-1 — [42, 1223, 300, 1697]
story1-text-1: ಬೆಂಗಳೂರು: ಪೊಲೀಸರು ಮಾನವೀಯತೆ ಯಿಂದ ಕೆಲಸ ಮಾಡಬೇಕು. ಸಾರ್ವಜನಿಕರ ಜೊತೆಗೆ ಸ್ನೇಹದಿಂದ ಇರಬೇಕು. ಅಪರಾಧಿಗಳಿಗೆ ಕರುಣೆ ತೋರಬೇಕಿಲ್ಲ ನಿರಪರಾಧಿಗಳಿಗೆ ಕರುಣೆ ತೋರಬೇಕು ಎಂದು ಮುಖ್ಯಮಂತ್ರಿ ಸಿದ್ದರಾಮಯ್ಯ ಅವರು ಭಾನುವಾರ ಹೇಳಿದ್ದಾರೆ. ಮೈಸೂರಿನ ಕವಾಯತು ಮೈದಾನದಲ್ಲಿ ಮೈಸೂರು ಘಟಕದ 46ನೇ ತಂಡದ ಸಿವಿಲ್ ಪೊಲೀಸ್ ಉಪ ನಿರೀಕ್ಷಕ ಪ್ರಶಿಕ್ಷಣಾರ್ಥಿ ಗಳ ನಿರ್ಗಮನ ಪಥ ಸಂಚಲನದಲ್ಲಿ ಮುಖ್ಯಮಂತ್ರಿಗಳು ಪಾಲ್ಗೊಂಡಿದ್ದರು. ಈ ಸಂದರ್ಭದಲ್ಲಿ ಮಾತನಾಡಿದ ಅವರು, ಪೊಲೀಸ್ ಸೇವೆಯಲ್ಲಿ ಶಿಸ್ತು, ಸಂಯಮ, ಪ್ರಾಮಾಣಿಕತೆ, ಮಾನವೀಯತೆ ಬಹಳ ಮುಖ್ಯ. ಸಮಾಜದಲ್ಲಿನ ದೀನ ದಲಿತರ, ಅಶಕ್ತರ, ಮಹಿಳೆಯರ ರಕ್ಷಣೆ ಮಾಡುವಲ್ಲಿ ಪೊಲೀಸರ ಜವಾಬ್ದಾರಿ ಹೆಚ್ಚು. ಮುಖ್ಯಮಂತ್ರಿಯಲ್ಲಿ ಮಹಿಳೆಯರು ನಿರ್ಭೀತಿಯಿಂದ ಓಡಾಡುವಂತಾದಾಗ ಮಾತ್ರ, ನಿಜ ಅರ್ಥದಲ್ಲಿ ಸ್ವಾತಂತ್ರ್ಯ ದೊರೆತಂತೆ ಎಂದು ಮಹಾತ್ಮ ಗಾಂಧಿಯವರು ಹೇಳಿದ್ದರು. ಅದ್ದರಿಂದ ನಾಯಿಯನ್ನು ಎತ್ತಿಹಿಡಿಯುವ ಕೆಲಸದಲ್ಲಿ — [42, 184, 322, 482]
story6-text-3: ಮುಂದೆ ಇಂತಹ ಘಟನೆ ಮರುಕಳಿಸದಂತೆ ಅಗತ್ಯ ಕ್ರಮವಹಿಸಲು ಕೈಗೊಳ್ಳಲಾಗಿದೆ. ಇಂದು ಚಿನ್ನಸ್ವಾಮಿ ಕ್ರೀಡಾಂಗಣದಲ್ಲಿ ಆರಂಭವಾಗುತ್ತಿರುವ ಮೊದಲನೇ ಐಪಿಎಲ್ ಪಂದ್ಯಕ್ಕೆ ಶುಭ ಹಾರೈಸಿದ ಅವರು, ಯಾವುದೇ ರೀತಿ ಅನಾಹುತಗಳು ಆಗದಂತೆ ಎಚ್ಚರ ವಹಿಸಲಾಗಿದೆ. — [616, 2097, 889, 2193]
section-divider — [42, 1701, 1475, 1703]
story2-text-1: ಅಲ್ಪಸಂಖ್ಯಾತರ ಪ್ರಾರ್ಥನೆಯನ್ನು ವಿರೋಧಿಸಿದವರು ಯಾರು..? ಹಿಜಾಬ್ ಅನ್ನು ಯಾರು ವಿರೋಧಿಸಿದರು..? ಅಲ್ಪಸಂಖ್ಯಾತ ಅಂಗಡಿಯವರಿಂದ ಸರಕುಗಳನ್ನು ಖರೀದಿಸುವುದನ್ನು ಜನರು ನಿರುತ್ಸಾಹಗೊಳಿಸಿದವರು ಯಾರು..? ಚುನಾವಣೆಯಲ್ಲಿ ಜವಾಬ್ದಾರಿಯುತವಾಗಿ ಮತ ಚಲಾಯಿಸಿ ಎಂದು ಅಲ್ಪಸಂಖ್ಯಾತರಿಗೆ ಚಿಕ್ಕಬಳ್ಳಾಪುರ ಕಾಂಗ್ರೆಸ್ ಶಾಸಕ ಪ್ರದೀಪ್ ಈಶ್ವರ್ ಅವರು ಕರೆ ನೀಡಿದ್ದಾರೆ. ಉಪ ಚುನಾವಣೆ ಹಿನ್ನೆಲೆ ದಾವಣಗೆರೆಗೆ ಆಗಮಿಸಿದ ಪ್ರದೀಪ್ ಈಶ್ವರ್ ಅವರು, ಬಿಜೆಪಿ ಕಚೇರಿ ಸಮೀಪದಲ್ಲೇ ಕಾಂಗ್ರೆಸ್ ಪರ ಪ್ರಚಾರ ಆರಂಭಿಸಿದರು. ಈ ವೇಳೆ ಮಾತನಾಡಿದ ಅವರು, ನಾನು ಕಾಂಗ್ರೆಸ್ ಅಭ್ಯರ್ಥಿ ಸಮರ್ಥ ಶಾಮನೂರು — [42, 769, 300, 987]
story3-body — [1132, 1011, 1475, 1110]
issue-date: 30-03-2026 — [652, 35, 895, 80]
story4-text-1: ಶ್ರೀಮಂತರಾಗಬೇಕು, ಜೀವನದಲ್ಲಿ ದುಡ್ಡು ಗಳಿಸಬೇಕು ಎಂಬ ಬಯಕೆ ಪ್ರತಿಯೊಬ್ಬರಿಗೂ ಇದ್ದೇ ಇರುತ್ತದೆ. ಅದಕ್ಕಾಗಿ ಪ್ರತಿಯೊಬ್ಬರೂ ಕಠಿಣ ಪರಿಶ್ರಮ ಪಡುತ್ತಾರೆ. ಹಣ ಗಳಿಸಲು ಕಠಿಣ ಪರಿಶ್ರಮ ಒಂದೇ ಸಾಲದು, ಈ ಕೆಳಗಿನಂತಹ ಸಲಹೆಗಳನ್ನೂ ಪಾಲಿಸಬೇಕು ಎಂದು ಆಚಾರ್ಯ ಚಾಣಕ್ಯರು ಹೇಳಿದ್ದಾರೆ. ಹಾಗಿದ್ದರೆ ಆಚಾರ್ಯ ಚಾಣಕ್ಯರು ಹೇಳಿರುವಂತೆ ಜೀವನದಲ್ಲಿ ಆರ್ಥಿಕ ಸ್ಥಿರತೆ ಮತ್ತು ಸಮೃದ್ಧಿ ಲಭಿಸಲು ಯಾವ ವಿಷಯಗಳಿಗೆ ಗಮನ ಕೊಡಬೇಕು ಎಂಬುದನ್ನು ನೋಡೋಣ ಬನ್ನಿ. — [42, 1245, 300, 1422]
story3-intro — [1132, 743, 1475, 865]
